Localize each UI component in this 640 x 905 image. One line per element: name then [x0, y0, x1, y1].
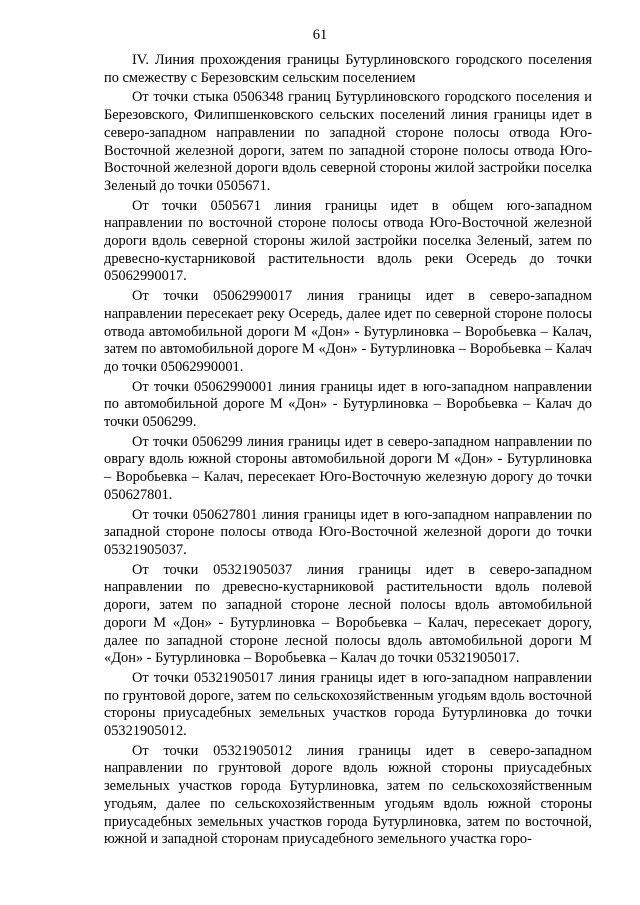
document-body: [104, 52, 592, 851]
paragraph: От точки 05062990001 линия границы идет в юго-западном направлении по автомобильной дороге М «Дон» - Бутурлиновка – Воробьевка – Калач до точки 0506299.: [104, 378, 592, 431]
paragraph: От точки 05321905012 линия границы идет в северо-западном направлении по грунтовой дороге вдоль южной стороны приусадебных земельных участков города Бутурлиновка, затем по сельскохозяйственным угодьям, далее по сельскохозяйственным угодьям вдоль южной стороны приусадебных земельных участков города Бутурлиновка, затем по восточной, южной и западной сторонам приусадебного земельного участка горо-: [104, 742, 592, 848]
paragraph: От точки 05062990017 линия границы идет в северо-западном направлении пересекает реку Осередь, далее идет по северной стороне полосы отвода автомобильной дороги М «Дон» - Бутурлиновка – Воробьевка – Калач, затем по автомобильной дороге М «Дон» - Бутурлиновка – Воробьевка – Калач до точки 05062990001.: [104, 288, 592, 375]
paragraph: От точки 05321905017 линия границы идет в юго-западном направлении по грунтовой дороге, затем по сельскохозяйственным угодьям вдоль восточной стороны приусадебных земельных участков города Бутурлиновка до точки 05321905012.: [104, 669, 592, 740]
paragraph: От точки стыка 0506348 границ Бутурлиновского городского поселения и Березовского, Филипшенковского сельских поселений линия границы идет в северо-западном направлении по западной стороне полосы отвода Юго-Восточной железной дороги, затем по западной стороне полосы отвода Юго-Восточной железной дороги вдоль северной стороны жилой застройки поселка Зеленый до точки 0505671.: [104, 89, 592, 194]
page-number: 61: [312, 27, 328, 43]
paragraph: От точки 050627801 линия границы идет в юго-западном направлении по западной стороне полосы отвода Юго-Восточной железной дороги до точки 05321905037.: [104, 506, 592, 558]
paragraph: От точки 0506299 линия границы идет в северо-западном направлении по оврагу вдоль южной стороны автомобильной дороги М «Дон» - Бутурлиновка – Воробьевка – Калач, пересекает Юго-Восточную железную дорогу до точки 050627801.: [104, 433, 592, 503]
section-heading: IV. Линия прохождения границы Бутурлиновского городского поселения по смежеству с Березовским сельским поселением: [104, 52, 592, 86]
paragraph: От точки 0505671 линия границы идет в общем юго-западном направлении по восточной стороне полосы отвода Юго-Восточной железной дороги вдоль северной стороны жилой застройки поселка Зеленый, затем по древесно-кустарниковой растительности вдоль реки Осередь до точки 05062990017.: [104, 197, 592, 285]
paragraph: От точки 05321905037 линия границы идет в северо-западном направлении по древесно-кустарниковой растительности вдоль полевой дороги, затем по западной стороне лесной полосы вдоль автомобильной дороги М «Дон» - Бутурлиновка – Воробьевка – Калач, пересекает дорогу, далее по западной стороне лесной полосы вдоль автомобильной дороги М «Дон» - Бутурлиновка – Воробьевка – Калач до точки 05321905017.: [104, 561, 592, 667]
